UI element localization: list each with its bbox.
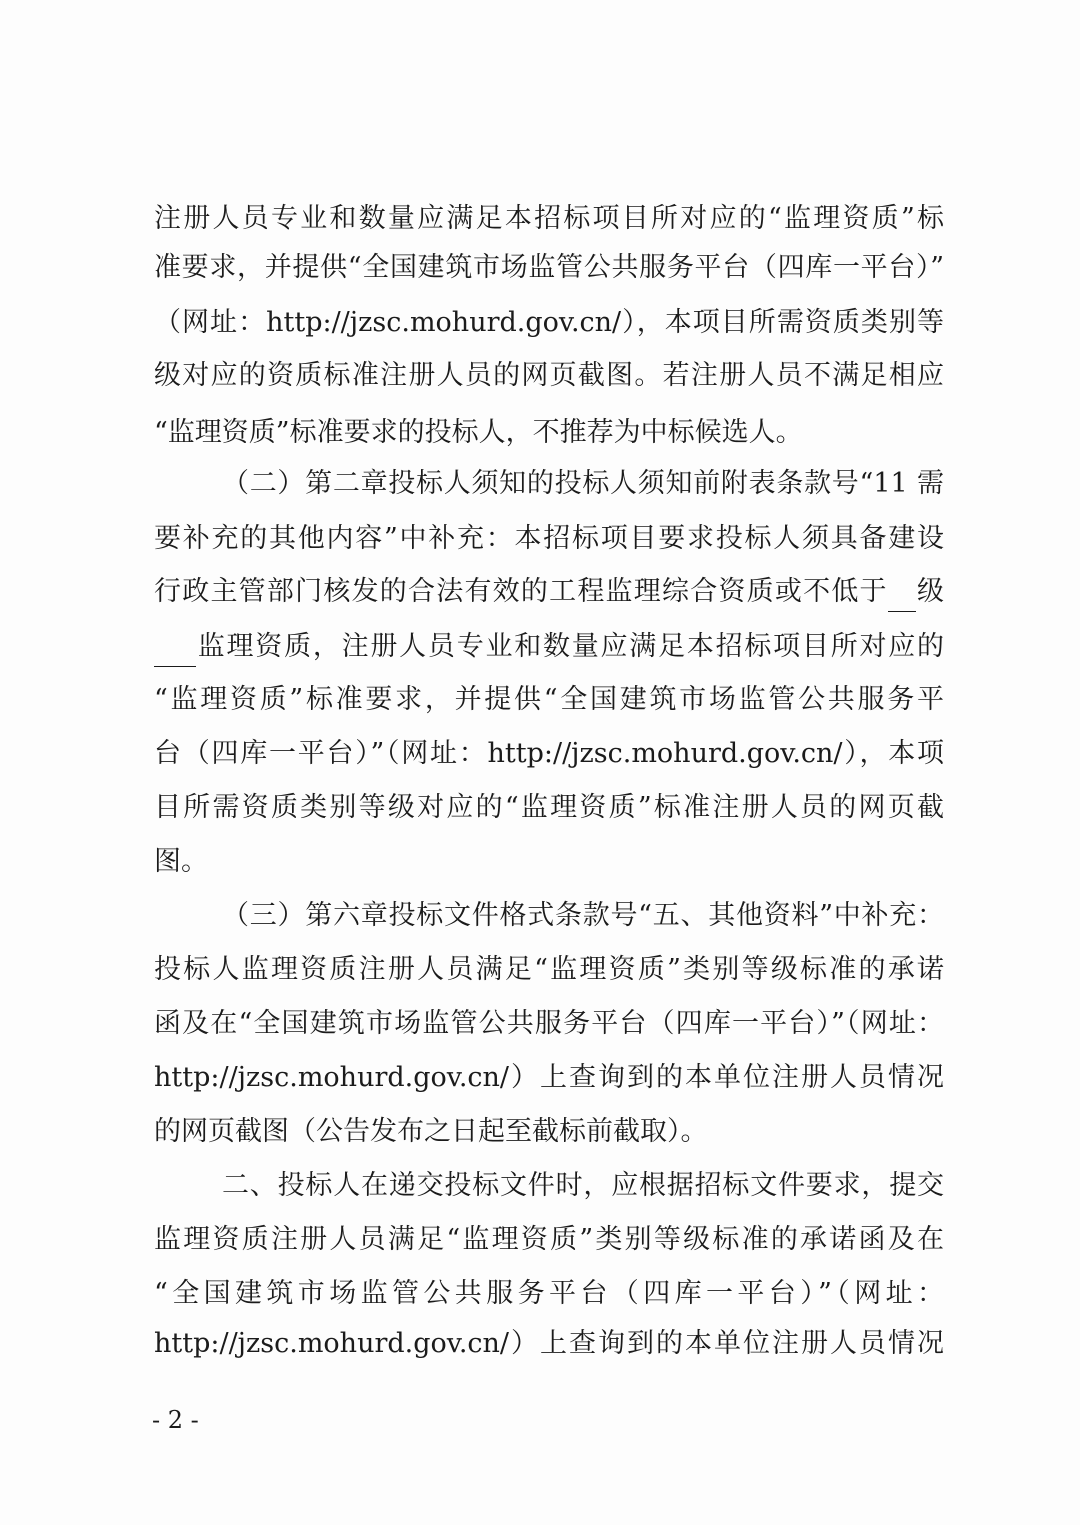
text-line-4: 级对应的资质标准注册人员的网页截图。若注册人员不满足相应 xyxy=(154,360,944,391)
text-line-5: “监理资质”标准要求的投标人，不推荐为中标候选人。 xyxy=(154,417,803,448)
text-line-20: 监理资质注册人员满足“监理资质”类别等级标准的承诺函及在 xyxy=(154,1224,944,1255)
text-line-8-suffix: 级 xyxy=(915,576,945,607)
text-line-8 xyxy=(154,572,944,612)
text-line-2: 准要求，并提供“全国建筑市场监管公共服务平台（四库一平台）” xyxy=(154,252,944,283)
text-line-18: 的网页截图（公告发布之日起至截标前截取）。 xyxy=(154,1116,708,1147)
text-line-17: http://jzsc.mohurd.gov.cn/）上查询到的本单位注册人员情况 xyxy=(154,1062,944,1093)
text-line-7: 要补充的其他内容”中补充：本招标项目要求投标人须具备建设 xyxy=(154,523,944,554)
text-line-16: 函及在“全国建筑市场监管公共服务平台（四库一平台）”（网址： xyxy=(154,1008,944,1039)
fill-blank-type xyxy=(154,636,196,667)
text-line-12: 目所需资质类别等级对应的“监理资质”标准注册人员的网页截 xyxy=(154,792,944,823)
text-line-6: （二）第二章投标人须知的投标人须知前附表条款号“11 需 xyxy=(222,468,944,499)
text-line-15: 投标人监理资质注册人员满足“监理资质”类别等级标准的承诺 xyxy=(154,954,944,985)
text-line-13: 图。 xyxy=(154,846,208,877)
text-line-9 xyxy=(154,627,944,667)
text-line-3: （网址：http://jzsc.mohurd.gov.cn/），本项目所需资质类别等 xyxy=(154,307,944,338)
text-line-8-main: 行政主管部门核发的合法有效的工程监理综合资质或不低于 xyxy=(154,576,888,607)
text-line-14: （三）第六章投标文件格式条款号“五、其他资料”中补充： xyxy=(222,900,944,931)
text-line-9-main: 监理资质，注册人员专业和数量应满足本招标项目所对应的 xyxy=(196,631,944,662)
fill-blank-grade xyxy=(888,581,916,612)
text-line-11: 台（四库一平台）”（网址：http://jzsc.mohurd.gov.cn/），本项 xyxy=(154,738,944,769)
text-line-10: “监理资质”标准要求，并提供“全国建筑市场监管公共服务平 xyxy=(154,684,944,715)
page-number: - 2 - xyxy=(152,1406,199,1434)
text-line-1: 注册人员专业和数量应满足本招标项目所对应的“监理资质”标 xyxy=(154,203,944,234)
text-line-21: “全国建筑市场监管公共服务平台（四库一平台）”（网址： xyxy=(154,1278,944,1309)
text-line-22: http://jzsc.mohurd.gov.cn/）上查询到的本单位注册人员情况 xyxy=(154,1328,944,1359)
text-line-19: 二、投标人在递交投标文件时，应根据招标文件要求，提交 xyxy=(222,1170,944,1201)
